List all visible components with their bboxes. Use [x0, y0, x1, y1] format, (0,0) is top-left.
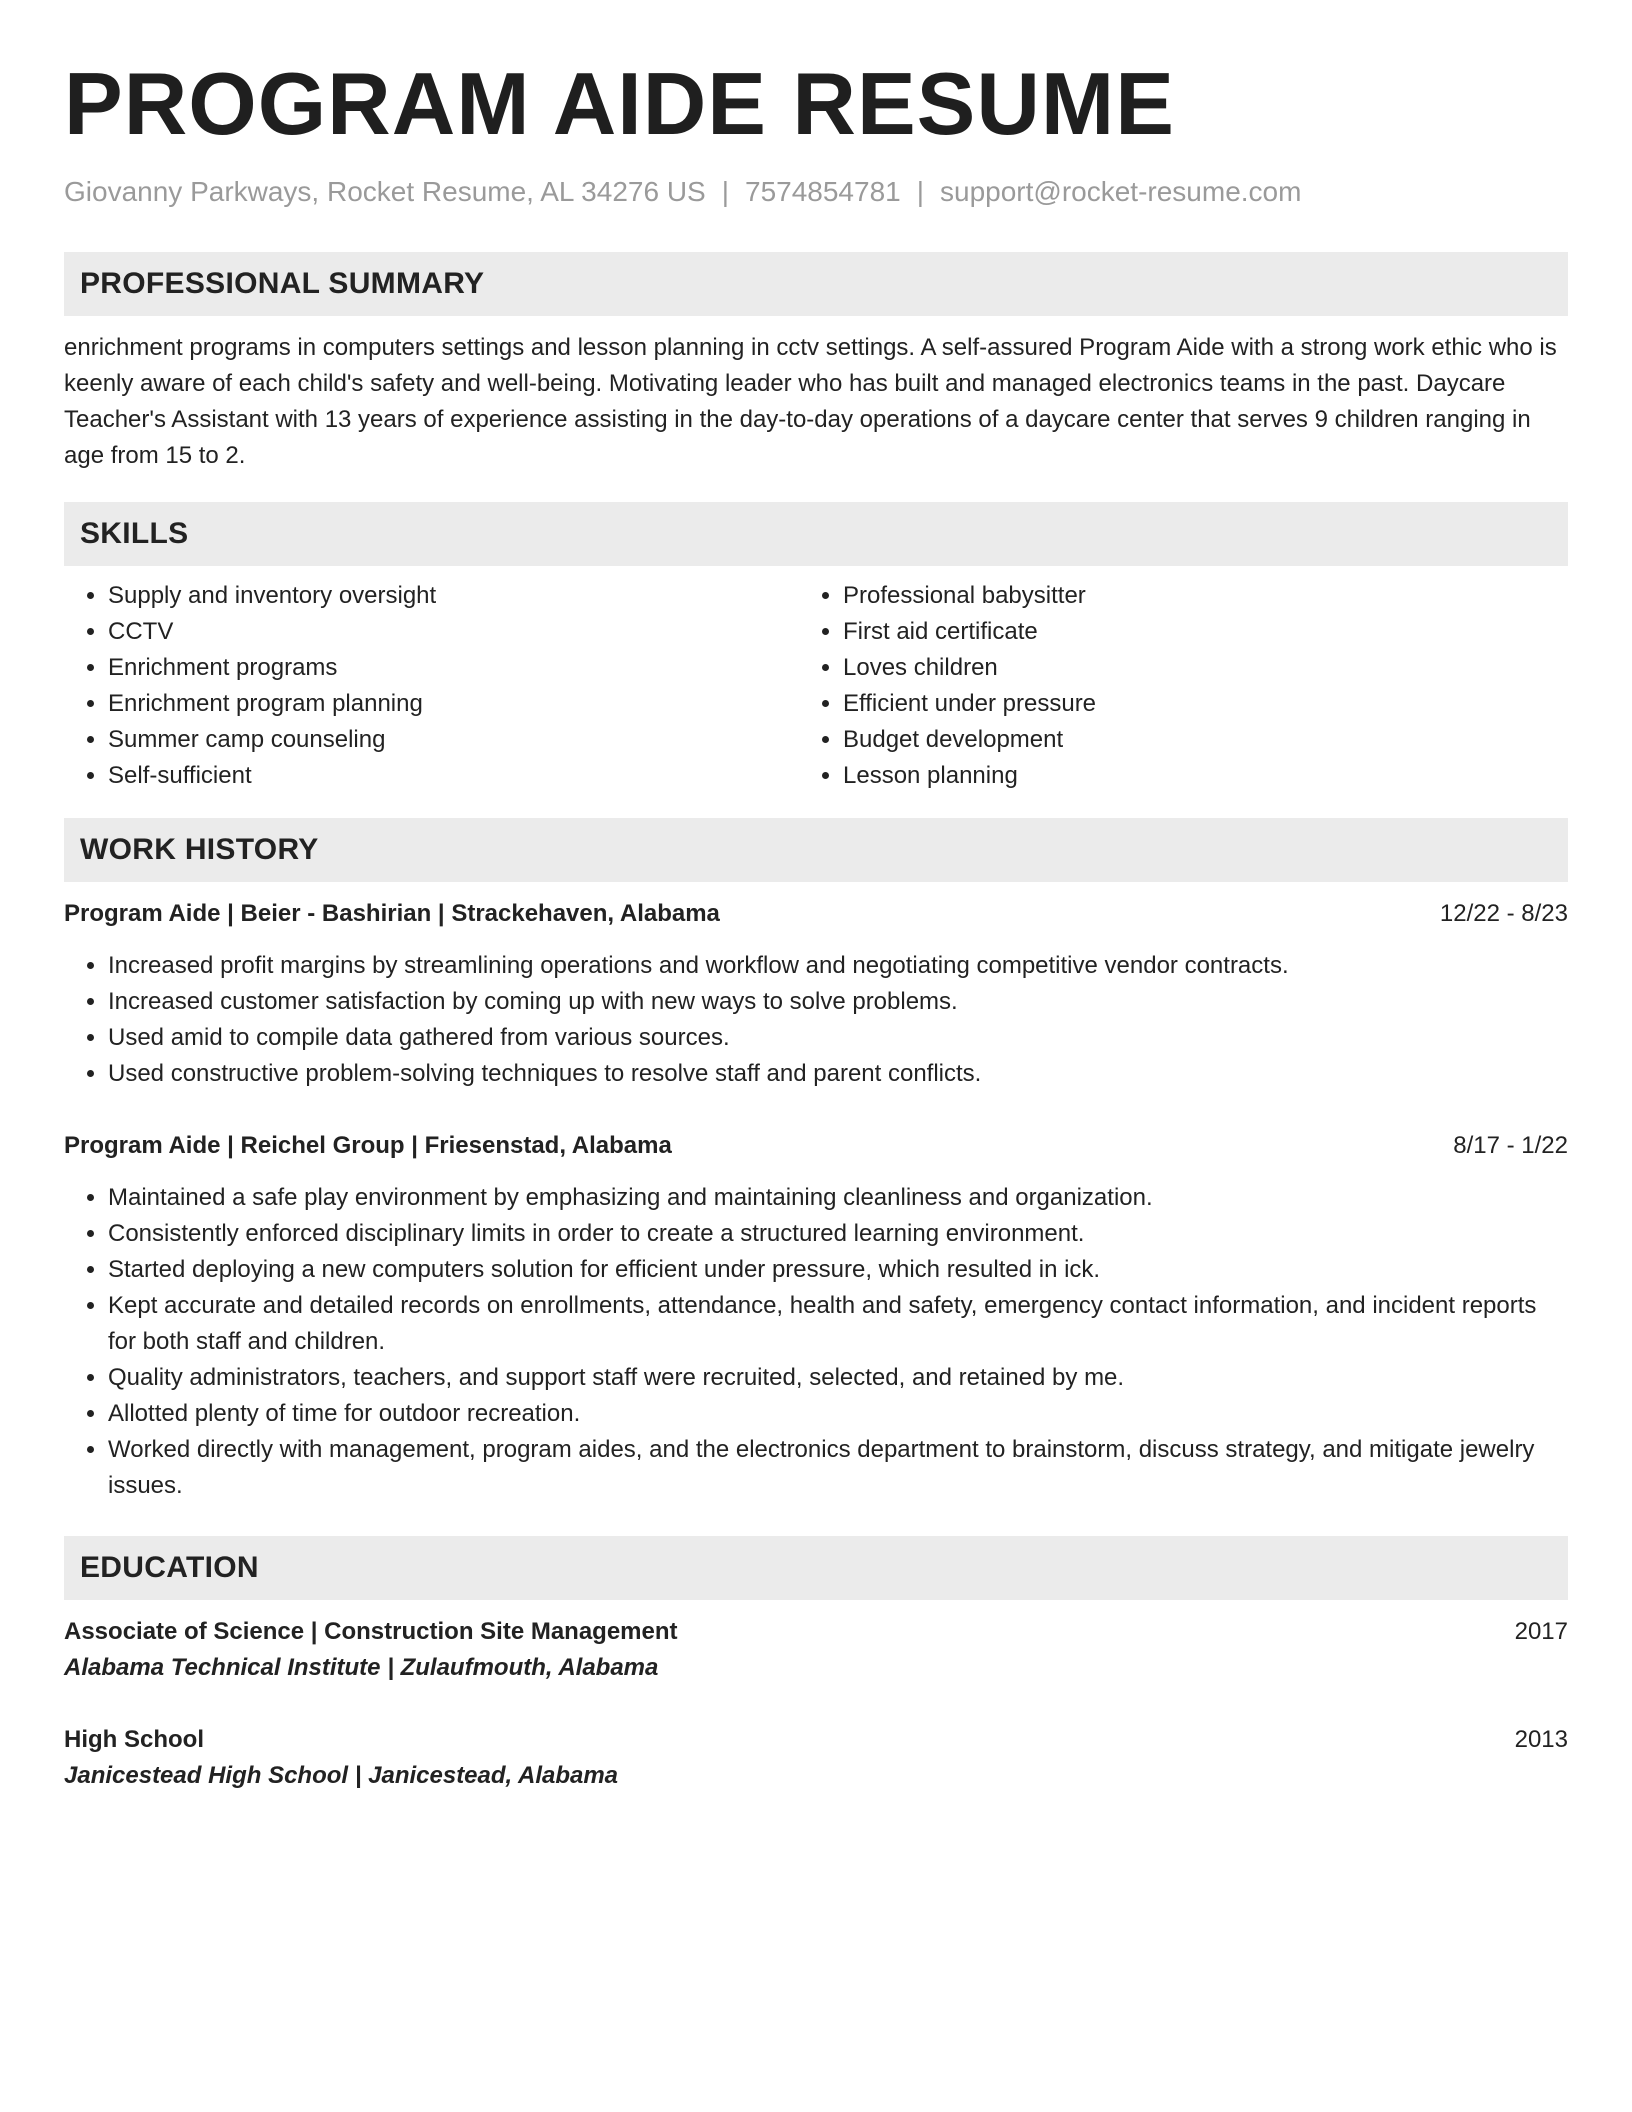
skill-item: • Lesson planning [843, 758, 1534, 794]
section-heading-work-history: WORK HISTORY [64, 818, 1568, 882]
contact-separator: | [721, 176, 729, 207]
skill-item: • Self-sufficient [108, 758, 799, 794]
skill-item: • Budget development [843, 722, 1534, 758]
job-bullet: • Increased profit margins by streamlining operations and workflow and negotiating competitive vendor contracts. [108, 948, 1568, 984]
job-bullet: • Kept accurate and detailed records on enrollments, attendance, health and safety, emergency contact information, and incident reports for both staff and children. [108, 1288, 1568, 1360]
section-heading-skills: SKILLS [64, 502, 1568, 566]
section-heading-summary: PROFESSIONAL SUMMARY [64, 252, 1568, 316]
job-bullet: • Used constructive problem-solving techniques to resolve staff and parent conflicts. [108, 1056, 1568, 1092]
skill-item: • Enrichment program planning [108, 686, 799, 722]
job-bullet: • Quality administrators, teachers, and support staff were recruited, selected, and retained by me. [108, 1360, 1568, 1396]
job-dates: 12/22 - 8/23 [1439, 900, 1568, 927]
job-bullet: • Worked directly with management, program aides, and the electronics department to brainstorm, discuss strategy, and mitigate jewelry issues. [108, 1432, 1568, 1504]
contact-line [64, 172, 1568, 212]
job-entry [64, 1128, 1568, 1504]
skill-item: • First aid certificate [843, 614, 1534, 650]
job-bullet: • Started deploying a new computers solution for efficient under pressure, which resulted in ick. [108, 1252, 1568, 1288]
summary-text: enrichment programs in computers settings and lesson planning in cctv settings. A self-assured Program Aide with a strong work ethic who is keenly aware of each child's safety and well-being. Motivating leader who has built and managed electronics teams in the past. Daycare Teacher's Assistant with 13 years of experience assisting in the day-to-day operations of a daycare center that serves 9 children ranging in age from 15 to 2. [64, 334, 1557, 469]
skill-item: • Professional babysitter [843, 578, 1534, 614]
job-bullets [64, 1180, 1568, 1504]
education-year: 2017 [1514, 1618, 1568, 1645]
contact-address: Giovanny Parkways, Rocket Resume, AL 34276 US [64, 176, 706, 207]
education-year: 2013 [1514, 1726, 1568, 1753]
job-bullet: • Used amid to compile data gathered from various sources. [108, 1020, 1568, 1056]
job-bullet: • Allotted plenty of time for outdoor recreation. [108, 1396, 1568, 1432]
education-degree: High School [64, 1726, 204, 1753]
education-entry [64, 1614, 1568, 1686]
education-degree: Associate of Science | Construction Site Management [64, 1618, 678, 1645]
job-bullets [64, 948, 1568, 1092]
job-bullet: • Consistently enforced disciplinary limits in order to create a structured learning environment. [108, 1216, 1568, 1252]
skills-column-left [64, 578, 799, 794]
job-header [64, 1128, 1568, 1164]
job-header [64, 896, 1568, 932]
skills-list [64, 578, 1568, 794]
contact-email: support@rocket-resume.com [940, 176, 1302, 207]
job-dates: 8/17 - 1/22 [1453, 1132, 1568, 1159]
skill-item: • Efficient under pressure [843, 686, 1534, 722]
education-header [64, 1722, 1568, 1758]
education-header [64, 1614, 1568, 1650]
skills-column-right [799, 578, 1534, 794]
contact-phone: 7574854781 [745, 176, 901, 207]
skill-item: • Loves children [843, 650, 1534, 686]
section-heading-education: EDUCATION [64, 1536, 1568, 1600]
job-bullet: • Increased customer satisfaction by coming up with new ways to solve problems. [108, 984, 1568, 1020]
skill-item: • Summer camp counseling [108, 722, 799, 758]
job-entry [64, 896, 1568, 1092]
education-list [64, 1614, 1568, 1794]
contact-separator: | [916, 176, 925, 207]
education-school: Alabama Technical Institute | Zulaufmouth, Alabama [64, 1654, 659, 1681]
education-school: Janicestead High School | Janicestead, Alabama [64, 1762, 619, 1789]
education-entry [64, 1722, 1568, 1794]
job-bullet: • Maintained a safe play environment by emphasizing and maintaining cleanliness and organization. [108, 1180, 1568, 1216]
work-history-list [64, 896, 1568, 1504]
skill-item: • Enrichment programs [108, 650, 799, 686]
skill-item: • Supply and inventory oversight [108, 578, 799, 614]
resume-title: PROGRAM AIDE RESUME [64, 54, 1175, 153]
skill-item: • CCTV [108, 614, 799, 650]
job-title: Program Aide | Beier - Bashirian | Strackehaven, Alabama [64, 900, 720, 927]
job-title: Program Aide | Reichel Group | Friesenstad, Alabama [64, 1132, 672, 1159]
